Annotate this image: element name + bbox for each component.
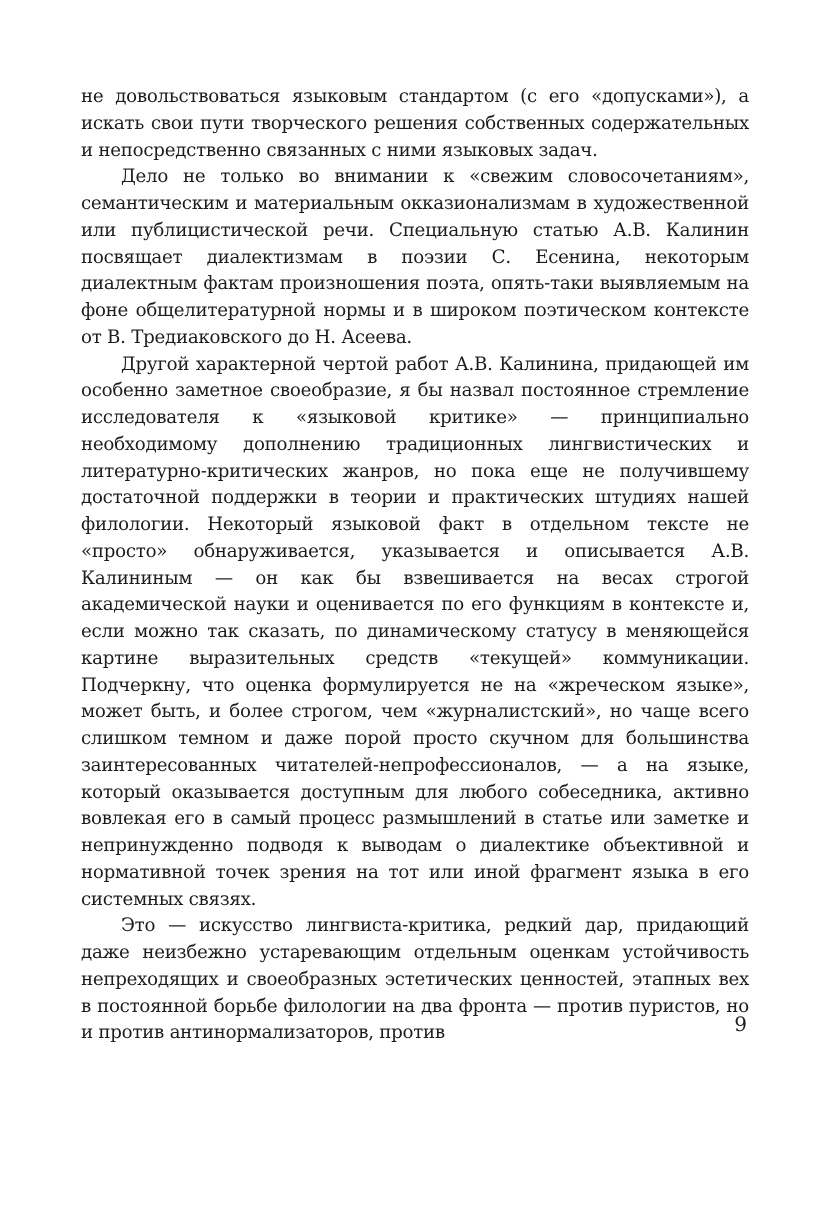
paragraph-2: Дело не только во внимании к «свежим словосочетаниям», семантическим и материальным окказионализмам в художественной или публицистической речи. Специальную статью А.В. Калинин посвящает диалектизмам в поэзии С. Есенина, некоторым диалектным фактам произношения поэта, опять-таки выявляемым на фоне общелитературной нормы и в широком поэтическом контексте от В. Тредиаковского до Н. Асеева. bbox=[81, 166, 749, 348]
paragraph-4: Это — искусство лингвиста-критика, редкий дар, придающий даже неизбежно устаревающим отдельным оценкам устойчивость непреходящих и своеобразных эстетических ценностей, этапных вех в постоянной борьбе филологии на два фронта — против пуристов, но и против антинормализаторов, против bbox=[81, 915, 749, 1044]
page-body bbox=[81, 84, 749, 1047]
paragraph-1: не довольствоваться языковым стандартом (с его «допусками»), а искать свои пути творческого решения собственных содержательных и непосредственно связанных с ними языковых задач. bbox=[81, 86, 749, 161]
paragraph-3: Другой характерной чертой работ А.В. Калинина, придающей им особенно заметное своеобразие, я бы назвал постоянное стремление исследователя к «языковой критике» — принципиально необходимому дополнению традиционных лингвистических и литературно-критических жанров, но пока еще не получившему достаточной поддержки в теории и практических штудиях нашей филологии. Некоторый языковой факт в отдельном тексте не «просто» обнаруживается, указывается и описывается А.В. Калининым — он как бы взвешивается на весах строгой академической науки и оценивается по его функциям в контексте и, если можно так сказать, по динамическому статусу в меняющейся картине выразительных средств «текущей» коммуникации. Подчеркну, что оценка формулируется не на «жреческом языке», может быть, и более строгом, чем «журналистский», но чаще всего слишком темном и даже порой просто скучном для большинства заинтересованных читателей-непрофессионалов, — а на языке, который оказывается доступным для любого собеседника, активно вовлекая его в самый процесс размышлений в статье или заметке и непринужденно подводя к выводам о диалектике объективной и нормативной точек зрения на тот или иной фрагмент языка в его системных связях. bbox=[81, 353, 749, 910]
page-number: 9 bbox=[734, 1012, 747, 1036]
